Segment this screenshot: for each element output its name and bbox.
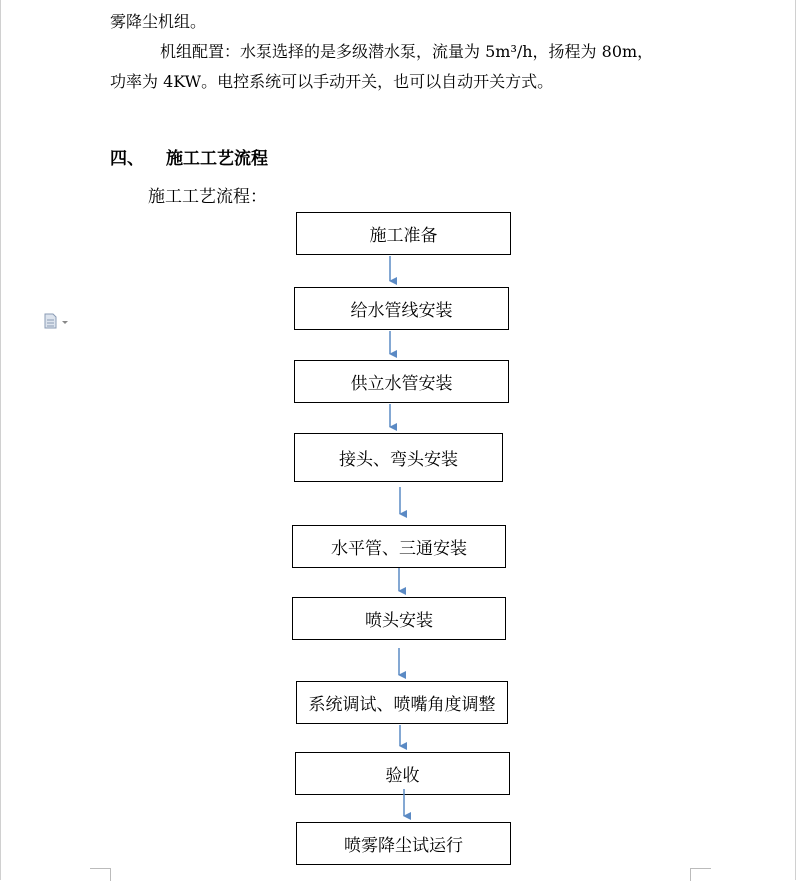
flow-step-4 <box>294 433 503 482</box>
flow-step-6 <box>292 597 506 640</box>
flow-step-2 <box>294 287 509 330</box>
flow-step-7 <box>296 681 508 724</box>
flow-step-label: 供立水管安装 <box>350 374 453 394</box>
paragraph-line: 雾降尘机组。 <box>110 12 207 31</box>
flow-step-label: 接头、弯头安装 <box>339 450 458 470</box>
flow-step-3 <box>294 360 509 403</box>
heading-number: 四、 <box>110 149 144 169</box>
heading-text: 施工工艺流程 <box>166 149 268 169</box>
paragraph-line: 功率为 4KW。电控系统可以手动开关，也可以自动开关方式。 <box>110 72 554 91</box>
flow-step-label: 验收 <box>385 766 420 786</box>
section-heading <box>110 144 268 169</box>
flow-step-label: 水平管、三通安装 <box>331 539 467 559</box>
flow-intro: 施工工艺流程： <box>148 187 267 207</box>
flow-step-label: 喷雾降尘试运行 <box>344 836 463 856</box>
flow-step-label: 喷头安装 <box>365 611 433 631</box>
flow-step-5 <box>292 525 506 568</box>
flow-step-8 <box>295 752 510 795</box>
page-corner-mark <box>90 868 111 881</box>
flow-step-9 <box>296 822 511 865</box>
flow-step-label: 给水管线安装 <box>350 301 453 321</box>
page-edge-left <box>0 0 1 880</box>
document-icon[interactable] <box>44 313 64 327</box>
flow-step-label: 施工准备 <box>369 226 438 246</box>
flow-step-1 <box>296 212 511 255</box>
page-corner-mark <box>690 868 711 881</box>
flow-step-label: 系统调试、喷嘴角度调整 <box>308 695 496 715</box>
paragraph-line: 机组配置：水泵选择的是多级潜水泵，流量为 5m³/h，扬程为 80m， <box>160 42 654 61</box>
